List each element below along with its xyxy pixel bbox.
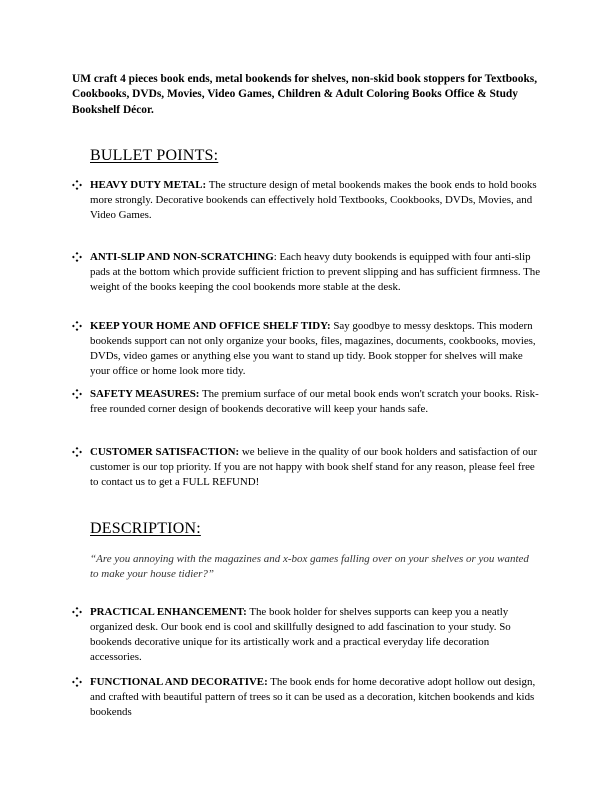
description-heading: DESCRIPTION:: [90, 520, 201, 537]
bullet-item-text: [90, 445, 542, 490]
description-item: [72, 605, 542, 665]
bullet-item: [72, 387, 542, 417]
description-item-label: FUNCTIONAL AND DECORATIVE:: [90, 676, 268, 688]
four-diamond-bullet-icon: [72, 250, 86, 265]
bullet-item-label: KEEP YOUR HOME AND OFFICE SHELF TIDY:: [90, 320, 331, 332]
bullet-item: [72, 178, 542, 223]
description-item-text: [90, 675, 542, 720]
bullet-item-text: [90, 387, 542, 417]
four-diamond-bullet-icon: [72, 178, 86, 193]
bullet-item-body: : Each heavy duty bookends is equipped with four anti-slip pads at the bottom which provide sufficient friction to prevent slipping and has sufficient firmness. The weight of the books keeping the cool bookends more stable at the desk.: [90, 251, 541, 293]
four-diamond-bullet-icon: [72, 387, 86, 402]
product-title: UM craft 4 pieces book ends, metal bookends for shelves, non-skid book stoppers for Textbooks, Cookbooks, DVDs, Movies, Video Games, Children & Adult Coloring Books Office & Study Bookshelf Décor.: [72, 73, 538, 116]
bullet-item-body: Say goodbye to messy desktops. This modern bookends support can not only organize your books, files, magazines, documents, cookbooks, movies, DVDs, video games or anything else you want to stand up tidy. Book stopper for shelves will make your office or home look more tidy.: [90, 320, 536, 377]
bullet-item-label: SAFETY MEASURES:: [90, 388, 200, 400]
description-item-body: The book holder for shelves supports can keep you a neatly organized desk. Our book end is cool and skillfully designed to add fascination to your study. So bookends decorative unique for its artistically work and a practical everyday life decoration accessories.: [90, 606, 511, 663]
description-item-label: PRACTICAL ENHANCEMENT:: [90, 606, 247, 618]
bullet-item-body: The premium surface of our metal book ends won't scratch your books. Risk-free rounded corner design of bookends decorative will keep your hands safe.: [90, 388, 539, 415]
bullet-item: [72, 250, 542, 295]
four-diamond-bullet-icon: [72, 605, 86, 620]
four-diamond-bullet-icon: [72, 675, 86, 690]
four-diamond-bullet-icon: [72, 445, 86, 460]
bullet-item-body: The structure design of metal bookends makes the book ends to hold books more strongly. Decorative bookends can effectively hold Textbooks, Cookbooks, DVDs, Movies, and Video Games.: [90, 179, 537, 221]
bullet-item: [72, 319, 542, 379]
bullet-points-heading: BULLET POINTS:: [90, 147, 219, 164]
bullet-item-text: [90, 319, 542, 379]
description-quote: “Are you annoying with the magazines and x-box games falling over on your shelves or you wanted to make your house tidier?”: [90, 553, 529, 580]
description-item-body: The book ends for home decorative adopt hollow out design, and crafted with beautiful pattern of trees so it can be used as a decoration, kitchen bookends and kids bookends: [90, 676, 536, 718]
bullet-item: [72, 445, 542, 490]
bullet-item-label: CUSTOMER SATISFACTION:: [90, 446, 240, 458]
bullet-item-label: HEAVY DUTY METAL:: [90, 179, 207, 191]
bullet-item-text: [90, 250, 542, 295]
description-item: [72, 675, 542, 720]
description-item-text: [90, 605, 542, 665]
bullet-item-label: ANTI-SLIP AND NON-SCRATCHING: [90, 251, 274, 263]
bullet-item-body: we believe in the quality of our book holders and satisfaction of our customer is our top priority. If you are not happy with book shelf stand for any reason, please feel free to contact us to get a FULL REFUND!: [90, 446, 538, 488]
four-diamond-bullet-icon: [72, 319, 86, 334]
bullet-item-text: [90, 178, 542, 223]
